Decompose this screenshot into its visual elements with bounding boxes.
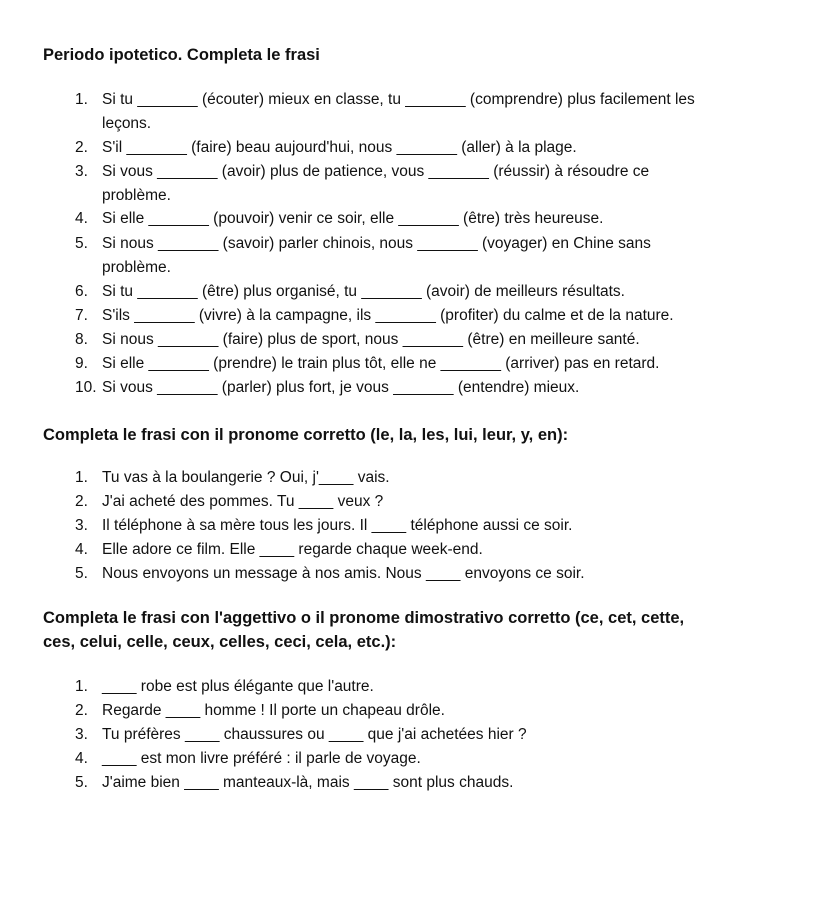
item-continuation: problème. (102, 258, 171, 276)
section3-title (43, 606, 813, 654)
item-text: ____ robe est plus élégante que l'autre. (102, 678, 374, 695)
exercise-item (75, 160, 815, 207)
item-number: 3. (75, 517, 88, 534)
item-text: Si tu _______ (être) plus organisé, tu _______ (avoir) de meilleurs résultats. (102, 283, 625, 300)
exercise-item (75, 207, 815, 231)
section3-title-line1: Completa le frasi con l'aggettivo o il pronome dimostrativo corretto (ce, cet, cette, (43, 609, 685, 627)
section3-title-line2: ces, celui, celle, ceux, celles, ceci, cela, etc.): (43, 633, 397, 651)
exercise-item (75, 328, 815, 352)
exercise-item (75, 280, 815, 304)
exercise-item (75, 747, 815, 771)
exercise-item (75, 538, 815, 562)
item-number: 5. (75, 565, 88, 582)
item-text: Nous envoyons un message à nos amis. Nous ____ envoyons ce soir. (102, 565, 585, 582)
section1-title: Periodo ipotetico. Completa le frasi (43, 46, 320, 64)
exercise-item (75, 376, 815, 400)
item-number: 2. (75, 493, 88, 510)
item-number: 10. (75, 379, 97, 396)
exercise-item (75, 723, 815, 747)
exercise-item (75, 352, 815, 376)
item-text: Tu vas à la boulangerie ? Oui, j'____ vais. (102, 469, 390, 486)
item-number: 9. (75, 355, 88, 372)
item-text: J'aime bien ____ manteaux-là, mais ____ sont plus chauds. (102, 774, 514, 791)
item-number: 4. (75, 210, 88, 227)
item-text: Tu préfères ____ chaussures ou ____ que j'ai achetées hier ? (102, 726, 527, 743)
item-text: S'il _______ (faire) beau aujourd'hui, nous _______ (aller) à la plage. (102, 139, 577, 156)
item-number: 3. (75, 726, 88, 743)
item-text: Il téléphone à sa mère tous les jours. Il ____ téléphone aussi ce soir. (102, 517, 573, 534)
item-text: Si nous _______ (savoir) parler chinois, nous _______ (voyager) en Chine sans (102, 235, 651, 252)
item-number: 4. (75, 541, 88, 558)
item-number: 7. (75, 307, 88, 324)
exercise-item (75, 136, 815, 160)
item-text: Si nous _______ (faire) plus de sport, nous _______ (être) en meilleure santé. (102, 331, 640, 348)
exercise-item (75, 88, 815, 135)
exercise-item (75, 490, 815, 514)
exercise-item (75, 675, 815, 699)
item-number: 5. (75, 774, 88, 791)
item-number: 4. (75, 750, 88, 767)
item-continuation: problème. (102, 186, 171, 204)
exercise-item (75, 562, 815, 586)
item-number: 6. (75, 283, 88, 300)
exercise-item (75, 771, 815, 795)
item-text: Regarde ____ homme ! Il porte un chapeau drôle. (102, 702, 445, 719)
exercise-item (75, 514, 815, 538)
item-number: 3. (75, 163, 88, 180)
item-text: Si elle _______ (pouvoir) venir ce soir, elle _______ (être) très heureuse. (102, 210, 604, 227)
item-text: Elle adore ce film. Elle ____ regarde chaque week-end. (102, 541, 483, 558)
item-text: Si vous _______ (parler) plus fort, je vous _______ (entendre) mieux. (102, 379, 580, 396)
item-number: 8. (75, 331, 88, 348)
exercise-item (75, 466, 815, 490)
exercise-item (75, 232, 815, 279)
section2-title: Completa le frasi con il pronome corretto (le, la, les, lui, leur, y, en): (43, 426, 569, 444)
item-continuation: leçons. (102, 114, 152, 132)
item-text: Si elle _______ (prendre) le train plus tôt, elle ne _______ (arriver) pas en retard. (102, 355, 660, 372)
item-text: ____ est mon livre préféré : il parle de voyage. (102, 750, 421, 767)
item-text: S'ils _______ (vivre) à la campagne, ils _______ (profiter) du calme et de la nature. (102, 307, 674, 324)
item-number: 2. (75, 702, 88, 719)
item-number: 1. (75, 91, 88, 108)
exercise-item (75, 304, 815, 328)
item-text: J'ai acheté des pommes. Tu ____ veux ? (102, 493, 384, 510)
item-number: 1. (75, 469, 88, 486)
item-number: 1. (75, 678, 88, 695)
item-text: Si tu _______ (écouter) mieux en classe, tu _______ (comprendre) plus facilement les (102, 91, 695, 108)
item-number: 2. (75, 139, 88, 156)
item-text: Si vous _______ (avoir) plus de patience, vous _______ (réussir) à résoudre ce (102, 163, 650, 180)
item-number: 5. (75, 235, 88, 252)
exercise-item (75, 699, 815, 723)
